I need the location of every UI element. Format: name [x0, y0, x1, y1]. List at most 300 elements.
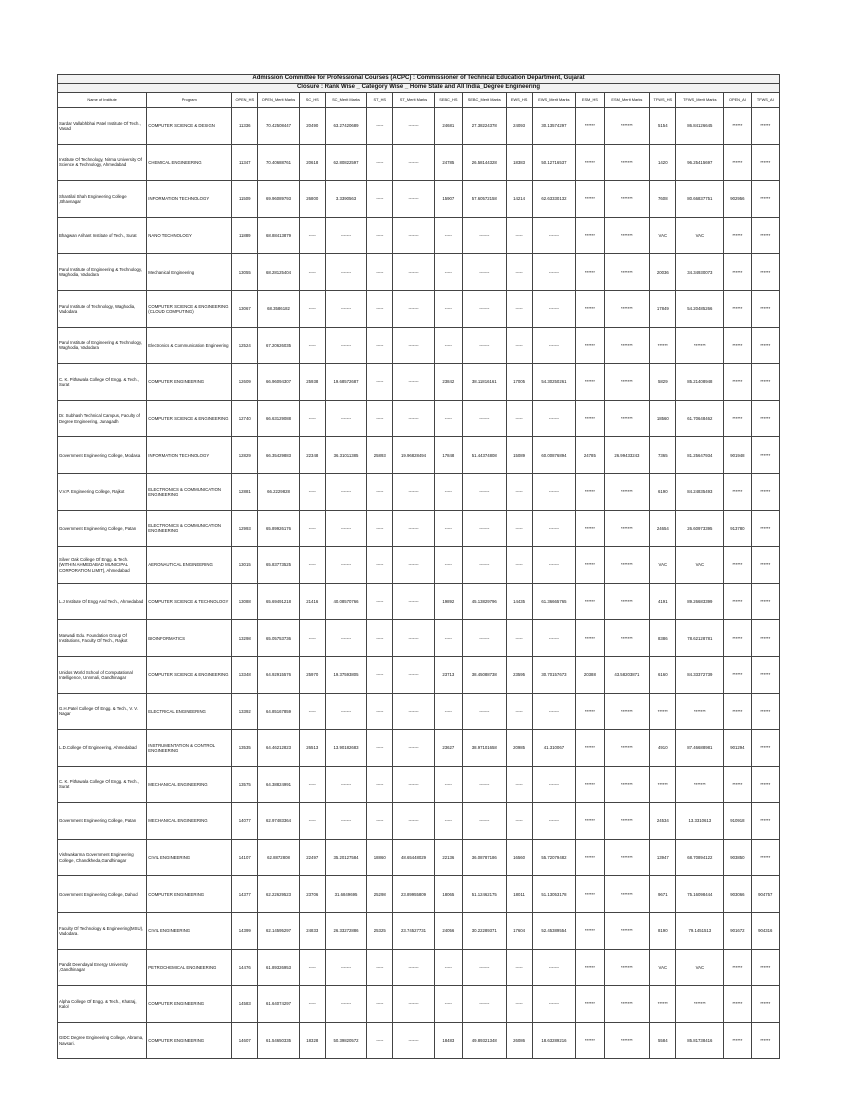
value-cell: 14214 [506, 181, 532, 218]
value-cell: ******* [676, 986, 724, 1023]
value-cell: 14435 [506, 583, 532, 620]
value-cell: ****** [724, 400, 751, 437]
value-cell: 11889 [232, 217, 258, 254]
value-cell: ****** [751, 766, 780, 803]
value-cell: ----- [299, 254, 325, 291]
value-cell: ----- [367, 108, 393, 145]
column-header: OPEN_Merit Marks [258, 93, 299, 108]
value-cell: 901294 [724, 730, 751, 767]
value-cell: ****** [724, 217, 751, 254]
column-header: Name of Institute [58, 93, 147, 108]
value-cell: ******* [604, 876, 650, 913]
program-cell: COMPUTER SCIENCE & DESIGN [147, 108, 232, 145]
value-cell: ----- [299, 327, 325, 364]
value-cell: ****** [576, 620, 604, 657]
value-cell: ****** [576, 913, 604, 950]
value-cell: ------- [393, 400, 434, 437]
column-header: ESM_Merit Marks [604, 93, 650, 108]
column-header: TFWS_AI [751, 93, 780, 108]
value-cell: ******* [604, 693, 650, 730]
value-cell: ****** [576, 693, 604, 730]
value-cell: ------- [532, 217, 576, 254]
value-cell: ****** [650, 766, 676, 803]
value-cell: ****** [576, 108, 604, 145]
value-cell: 13535 [232, 730, 258, 767]
value-cell: 22497 [299, 839, 325, 876]
value-cell: ******* [604, 1022, 650, 1059]
value-cell: 78.62128781 [676, 620, 724, 657]
value-cell: ------- [393, 144, 434, 181]
value-cell: ****** [751, 620, 780, 657]
value-cell: ****** [576, 400, 604, 437]
institute-name-cell: Government Engineering College, Dahod [58, 876, 147, 913]
value-cell: ******* [676, 327, 724, 364]
value-cell: 3.3390563 [325, 181, 366, 218]
value-cell: 18065 [434, 876, 462, 913]
institute-name-cell: Marwadi Edu. Foundation Group Of Institutions, Faculty Of Tech., Rajkot [58, 620, 147, 657]
institute-name-cell: Unidos World School of Computational Intelligence, Unnmali, Gandhinagar [58, 656, 147, 693]
value-cell: ******* [604, 730, 650, 767]
value-cell: 62.63330132 [532, 181, 576, 218]
value-cell: ----- [367, 327, 393, 364]
value-cell: ****** [751, 217, 780, 254]
value-cell: ------- [393, 473, 434, 510]
value-cell: 64.46212823 [258, 730, 299, 767]
column-header: SC_Merit Marks [325, 93, 366, 108]
value-cell: 66.96094307 [258, 364, 299, 401]
value-cell: ------- [463, 327, 507, 364]
value-cell: ****** [751, 986, 780, 1023]
table-row [58, 400, 780, 437]
value-cell: ----- [434, 803, 462, 840]
value-cell: 34.34930073 [676, 254, 724, 291]
value-cell: 84.33372739 [676, 656, 724, 693]
value-cell: 24093 [506, 108, 532, 145]
table-row [58, 437, 780, 474]
table-row [58, 730, 780, 767]
value-cell: 35.20127584 [325, 839, 366, 876]
value-cell: ****** [751, 583, 780, 620]
document-subtitle: Closure : Rank Wise _ Category Wise _ Home State and All India_Degree Engineering [58, 84, 780, 93]
value-cell: 13298 [232, 620, 258, 657]
value-cell: ----- [299, 400, 325, 437]
value-cell: 12524 [232, 327, 258, 364]
value-cell: ------- [463, 620, 507, 657]
value-cell: ****** [724, 656, 751, 693]
value-cell: ----- [434, 217, 462, 254]
value-cell: ----- [367, 986, 393, 1023]
value-cell: 20985 [506, 730, 532, 767]
institute-name-cell: Parul Institute of Engineering & Technology, Waghodia, Vadodara [58, 254, 147, 291]
value-cell: 38.97101658 [463, 730, 507, 767]
value-cell: ------- [393, 364, 434, 401]
value-cell: ----- [299, 803, 325, 840]
value-cell: 66.35429883 [258, 437, 299, 474]
value-cell: 86.84126645 [676, 108, 724, 145]
value-cell: ****** [650, 327, 676, 364]
value-cell: 11347 [232, 144, 258, 181]
value-cell: 27.38224378 [463, 108, 507, 145]
value-cell: ----- [367, 730, 393, 767]
value-cell: 19.96828494 [393, 437, 434, 474]
value-cell: ****** [751, 181, 780, 218]
value-cell: ****** [751, 400, 780, 437]
value-cell: ****** [751, 693, 780, 730]
value-cell: 24681 [434, 108, 462, 145]
value-cell: ------- [532, 693, 576, 730]
institute-name-cell: C. K. Pithawala College Of Engg. & Tech., Surat [58, 364, 147, 401]
value-cell: 65.89926176 [258, 510, 299, 547]
value-cell: ****** [751, 1022, 780, 1059]
program-cell: COMPUTER ENGINEERING [147, 364, 232, 401]
value-cell: VAC [676, 217, 724, 254]
value-cell: 23713 [434, 656, 462, 693]
value-cell: 26.99433243 [604, 437, 650, 474]
program-cell: MECHANICAL ENGINEERING [147, 766, 232, 803]
program-cell: Electronics & Communication Engineering [147, 327, 232, 364]
value-cell: ****** [724, 473, 751, 510]
value-cell: ----- [506, 949, 532, 986]
value-cell: VAC [676, 547, 724, 584]
value-cell: 38.11816161 [463, 364, 507, 401]
value-cell: ------- [532, 400, 576, 437]
institute-name-cell: Bhagwan Arihant Institute of Tech., Surat [58, 217, 147, 254]
value-cell: ****** [576, 986, 604, 1023]
value-cell: 26.58144328 [463, 144, 507, 181]
institute-name-cell: Shantilal Shah Engineering College ,Bhavnagar [58, 181, 147, 218]
value-cell: ----- [434, 547, 462, 584]
value-cell: ------- [325, 254, 366, 291]
program-cell: AERONAUTICAL ENGINEERING [147, 547, 232, 584]
value-cell: ----- [434, 620, 462, 657]
program-cell: MECHANICAL ENGINEERING [147, 803, 232, 840]
value-cell: ----- [434, 254, 462, 291]
value-cell: 7608 [650, 181, 676, 218]
value-cell: 14476 [232, 949, 258, 986]
value-cell: 84.24835493 [676, 473, 724, 510]
value-cell: ------- [393, 986, 434, 1023]
value-cell: ----- [506, 327, 532, 364]
value-cell: 6190 [650, 473, 676, 510]
institute-name-cell: Faculty Of Technology & Engineering(MSU), Vadodara. [58, 913, 147, 950]
value-cell: 15907 [434, 181, 462, 218]
value-cell: 4191 [650, 583, 676, 620]
value-cell: ----- [367, 656, 393, 693]
program-cell: CIVIL ENGINEERING [147, 839, 232, 876]
value-cell: ****** [576, 327, 604, 364]
value-cell: 64.85167859 [258, 693, 299, 730]
value-cell: 65.05753736 [258, 620, 299, 657]
value-cell: ----- [434, 327, 462, 364]
value-cell: 51.44374808 [463, 437, 507, 474]
value-cell: ****** [576, 766, 604, 803]
program-cell: INFORMATION TECHNOLOGY [147, 181, 232, 218]
value-cell: 89.26683399 [676, 583, 724, 620]
institute-name-cell: G.H.Patel College Of Engg. & Tech., V. V. Nagar [58, 693, 147, 730]
value-cell: 26.60973395 [676, 510, 724, 547]
value-cell: 50.12716537 [532, 144, 576, 181]
column-header: ESM_HS [576, 93, 604, 108]
table-row [58, 839, 780, 876]
value-cell: ------- [393, 730, 434, 767]
value-cell: 913780 [724, 510, 751, 547]
value-cell: ------- [393, 949, 434, 986]
value-cell: ****** [650, 986, 676, 1023]
value-cell: ****** [751, 547, 780, 584]
value-cell: ------- [393, 547, 434, 584]
value-cell: ------- [532, 547, 576, 584]
table-row [58, 876, 780, 913]
value-cell: ------- [393, 290, 434, 327]
value-cell: 65.69491218 [258, 583, 299, 620]
program-cell: NANO TECHNOLOGY [147, 217, 232, 254]
value-cell: ------- [532, 620, 576, 657]
program-cell: COMPUTER SCIENCE & ENGINEERING [147, 400, 232, 437]
value-cell: ******* [604, 327, 650, 364]
value-cell: 87.46688981 [676, 730, 724, 767]
value-cell: 9671 [650, 876, 676, 913]
value-cell: 68.3586182 [258, 290, 299, 327]
value-cell: 57.60572158 [463, 181, 507, 218]
value-cell: ------- [532, 803, 576, 840]
value-cell: 61.54650335 [258, 1022, 299, 1059]
value-cell: 13947 [650, 839, 676, 876]
value-cell: ******* [604, 144, 650, 181]
document-title: Admission Committee for Professional Courses (ACPC) : Commissioner of Technical Education Department, Gujarat [58, 75, 780, 84]
value-cell: ****** [576, 290, 604, 327]
value-cell: ****** [724, 108, 751, 145]
value-cell: ****** [576, 949, 604, 986]
value-cell: ------- [393, 254, 434, 291]
value-cell: ******* [604, 913, 650, 950]
value-cell: 13015 [232, 547, 258, 584]
table-row [58, 803, 780, 840]
value-cell: ------- [463, 693, 507, 730]
value-cell: ------- [463, 766, 507, 803]
institute-name-cell: GIDC Degree Engineering College, Abrama, Navsari. [58, 1022, 147, 1059]
value-cell: ****** [751, 730, 780, 767]
value-cell: 901672 [724, 913, 751, 950]
column-header: EWS_HS [506, 93, 532, 108]
value-cell: 51.13053178 [532, 876, 576, 913]
value-cell: ------- [532, 949, 576, 986]
value-cell: ------- [463, 400, 507, 437]
value-cell: 18383 [506, 144, 532, 181]
value-cell: 81.25647934 [676, 437, 724, 474]
value-cell: 19892 [434, 583, 462, 620]
program-cell: COMPUTER ENGINEERING [147, 986, 232, 1023]
value-cell: ----- [367, 547, 393, 584]
value-cell: ****** [724, 547, 751, 584]
value-cell: ------- [532, 766, 576, 803]
value-cell: 18560 [650, 400, 676, 437]
value-cell: ******* [604, 620, 650, 657]
program-cell: COMPUTER SCIENCE & ENGINEERING [147, 656, 232, 693]
value-cell: ------- [463, 949, 507, 986]
institute-name-cell: Sardar Vallabhbhai Patel Institute Of Tech., Vasad [58, 108, 147, 145]
table-row [58, 656, 780, 693]
value-cell: ******* [604, 364, 650, 401]
value-cell: 14107 [232, 839, 258, 876]
value-cell: ****** [576, 583, 604, 620]
value-cell: 18011 [506, 876, 532, 913]
value-cell: 20490 [299, 108, 325, 145]
value-cell: ----- [367, 217, 393, 254]
value-cell: ******* [676, 693, 724, 730]
value-cell: ----- [299, 473, 325, 510]
table-body [58, 108, 780, 1059]
value-cell: ----- [367, 144, 393, 181]
institute-name-cell: Government Engineering College, Patan [58, 510, 147, 547]
value-cell: ------- [393, 1022, 434, 1059]
value-cell: ------- [325, 290, 366, 327]
value-cell: 12993 [232, 510, 258, 547]
value-cell: 43.58203871 [604, 656, 650, 693]
value-cell: ****** [724, 949, 751, 986]
column-header: OPEN_AI [724, 93, 751, 108]
value-cell: 13055 [232, 254, 258, 291]
value-cell: 5154 [650, 108, 676, 145]
table-row [58, 217, 780, 254]
table-row [58, 913, 780, 950]
value-cell: ****** [724, 693, 751, 730]
value-cell: ------- [532, 510, 576, 547]
column-header: ST_Merit Marks [393, 93, 434, 108]
value-cell: 26800 [299, 181, 325, 218]
program-cell: ELECTRONICS & COMMUNICATION ENGINEERING [147, 473, 232, 510]
value-cell: ****** [576, 144, 604, 181]
value-cell: ****** [751, 803, 780, 840]
value-cell: ------- [393, 620, 434, 657]
value-cell: 85.21408948 [676, 364, 724, 401]
value-cell: 13067 [232, 290, 258, 327]
value-cell: ****** [751, 656, 780, 693]
value-cell: 41.310067 [532, 730, 576, 767]
institute-name-cell: Parul Institute of Technology, Waghodia, Vadodara [58, 290, 147, 327]
value-cell: ****** [576, 1022, 604, 1059]
value-cell: 62.80822597 [325, 144, 366, 181]
value-cell: ****** [724, 583, 751, 620]
table-row [58, 766, 780, 803]
program-cell: INFORMATION TECHNOLOGY [147, 437, 232, 474]
value-cell: ******* [604, 547, 650, 584]
column-header: SEBC_Merit Marks [463, 93, 507, 108]
value-cell: 12609 [232, 364, 258, 401]
value-cell: 62.14595297 [258, 913, 299, 950]
value-cell: 61.89326953 [258, 949, 299, 986]
value-cell: ----- [299, 986, 325, 1023]
value-cell: 20388 [576, 656, 604, 693]
value-cell: ----- [299, 766, 325, 803]
value-cell: ****** [576, 473, 604, 510]
value-cell: ****** [751, 473, 780, 510]
value-cell: 1420 [650, 144, 676, 181]
value-cell: ****** [751, 144, 780, 181]
value-cell: ----- [367, 1022, 393, 1059]
program-cell: Mechanical Engineering [147, 254, 232, 291]
institute-name-cell: Dr. Subhash Technical Campus, Faculty of Degree Engineering, Junagadh [58, 400, 147, 437]
value-cell: VAC [650, 949, 676, 986]
table-row [58, 327, 780, 364]
value-cell: 904757 [751, 876, 780, 913]
value-cell: ****** [576, 254, 604, 291]
program-cell: COMPUTER ENGINEERING [147, 876, 232, 913]
value-cell: ------- [393, 583, 434, 620]
value-cell: 23.89955809 [393, 876, 434, 913]
value-cell: ------- [325, 620, 366, 657]
value-cell: ******* [604, 766, 650, 803]
value-cell: 55.72079482 [532, 839, 576, 876]
value-cell: 18483 [434, 1022, 462, 1059]
institute-name-cell: Silver Oak College Of Engg. & Tech. (WITHIN AHMEDABAD MUNICIPAL CORPORATION LIMIT), Ahmedabad [58, 547, 147, 584]
value-cell: ****** [576, 730, 604, 767]
value-cell: 19.37593805 [325, 656, 366, 693]
value-cell: 36.08787186 [463, 839, 507, 876]
value-cell: 25893 [367, 437, 393, 474]
value-cell: 23.74527731 [393, 913, 434, 950]
value-cell: ----- [299, 290, 325, 327]
value-cell: 50.39820572 [325, 1022, 366, 1059]
value-cell: ----- [367, 620, 393, 657]
value-cell: 13.90182683 [325, 730, 366, 767]
value-cell: ****** [576, 510, 604, 547]
institute-name-cell: Vishwakarma Government Engineering College, Chandkheda,Gandhinagar [58, 839, 147, 876]
value-cell: ------- [393, 803, 434, 840]
document-sheet [57, 74, 780, 1059]
value-cell: ****** [751, 949, 780, 986]
program-cell: PETROCHEMICAL ENGINEERING [147, 949, 232, 986]
value-cell: 910918 [724, 803, 751, 840]
table-row [58, 144, 780, 181]
value-cell: 24534 [650, 803, 676, 840]
value-cell: ----- [299, 510, 325, 547]
value-cell: ------- [463, 803, 507, 840]
value-cell: 904316 [751, 913, 780, 950]
value-cell: 65.83773525 [258, 547, 299, 584]
table-row [58, 364, 780, 401]
value-cell: 61.64074297 [258, 986, 299, 1023]
value-cell: ****** [724, 364, 751, 401]
value-cell: 24833 [299, 913, 325, 950]
program-cell: CIVIL ENGINEERING [147, 913, 232, 950]
value-cell: ----- [367, 583, 393, 620]
value-cell: ****** [751, 437, 780, 474]
value-cell: ------- [325, 327, 366, 364]
value-cell: 14399 [232, 913, 258, 950]
table-row [58, 620, 780, 657]
value-cell: ******* [604, 839, 650, 876]
program-cell: COMPUTER ENGINEERING [147, 1022, 232, 1059]
value-cell: 12829 [232, 437, 258, 474]
value-cell: ------- [463, 986, 507, 1023]
institute-name-cell: Pandit Deendayal Energy University ,Gandhinagar [58, 949, 147, 986]
value-cell: ----- [506, 217, 532, 254]
value-cell: 80.66837751 [676, 181, 724, 218]
value-cell: ----- [367, 693, 393, 730]
value-cell: 63.27420689 [325, 108, 366, 145]
table-row [58, 108, 780, 145]
value-cell: 13575 [232, 766, 258, 803]
value-cell: ****** [751, 254, 780, 291]
value-cell: ----- [434, 766, 462, 803]
value-cell: 66.63129088 [258, 400, 299, 437]
value-cell: 67.20626035 [258, 327, 299, 364]
program-cell: ELECTRICAL ENGINEERING [147, 693, 232, 730]
value-cell: 75.16098444 [676, 876, 724, 913]
value-cell: 23595 [506, 656, 532, 693]
value-cell: 18.63289216 [532, 1022, 576, 1059]
value-cell: ------- [532, 986, 576, 1023]
